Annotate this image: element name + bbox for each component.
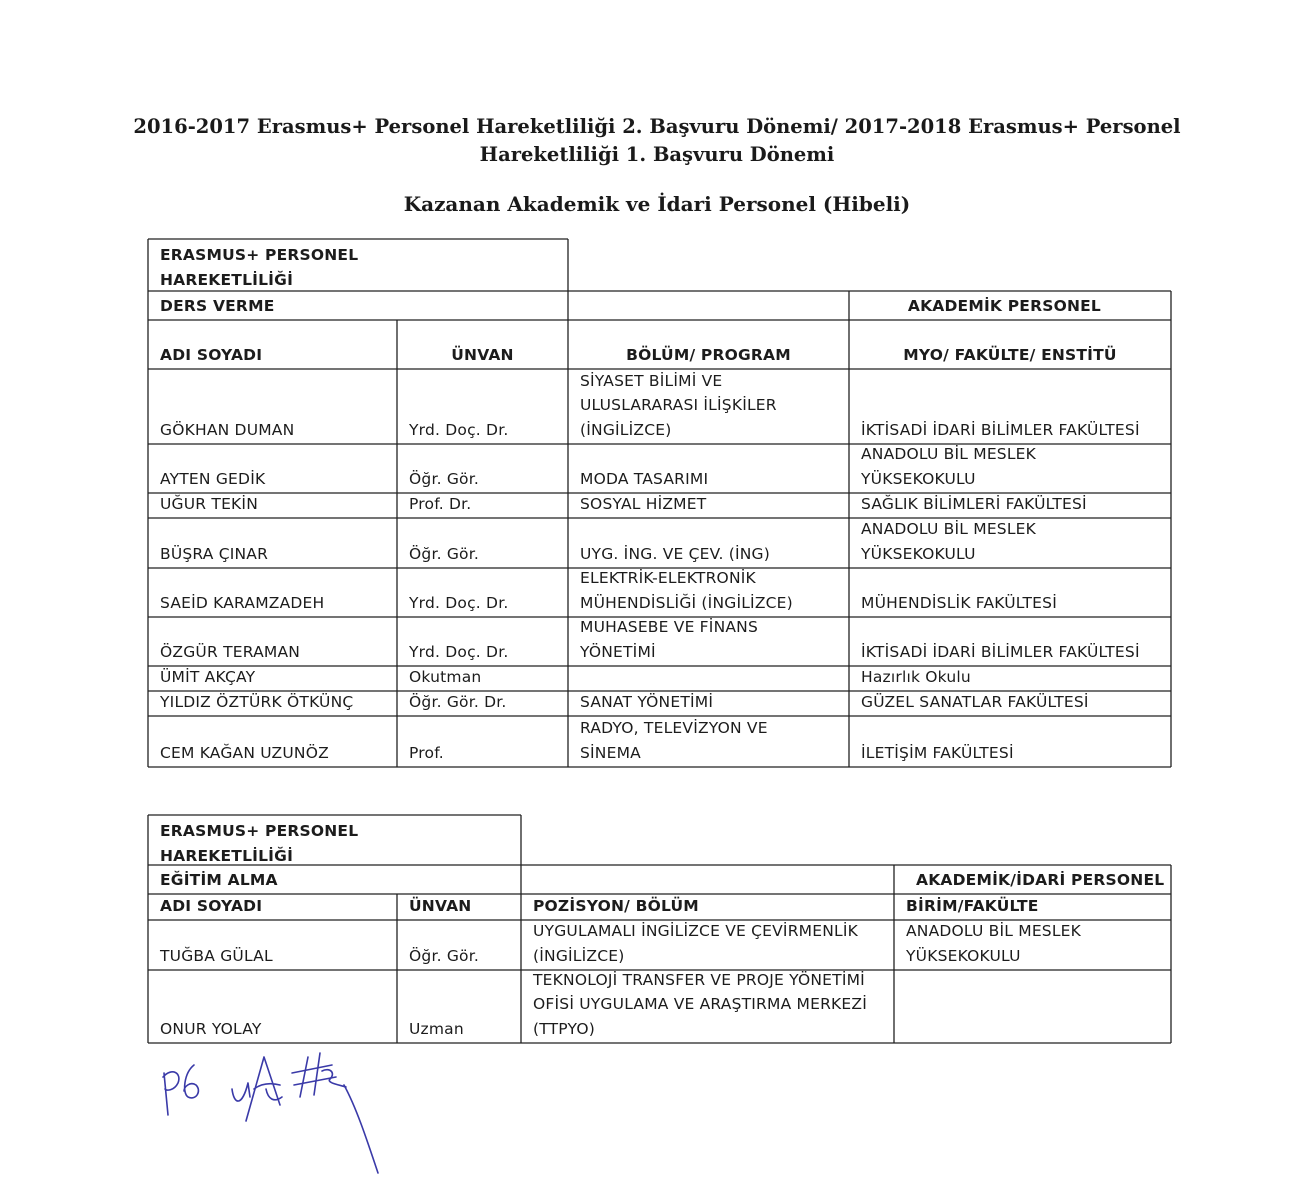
- table1-cell-name: ÜMİT AKÇAY: [160, 667, 256, 686]
- table1-cell-title: Yrd. Doç. Dr.: [409, 420, 509, 439]
- table1-cell-title: Öğr. Gör.: [409, 544, 480, 563]
- table1-cell-title: Öğr. Gör.: [409, 469, 480, 488]
- table2-col-unit: BİRİM/FAKÜLTE: [906, 896, 1039, 915]
- table1-cell-title: Prof.: [409, 743, 444, 762]
- table1-activity: DERS VERME: [160, 296, 275, 315]
- table1-cell-name: ÖZGÜR TERAMAN: [160, 642, 301, 661]
- table1-cell-department: [568, 666, 849, 691]
- table2-program-header: ERASMUS+ PERSONEL HAREKETLİLİĞİ: [160, 822, 359, 865]
- table1-cell-department: ELEKTRİK-ELEKTRONİK MÜHENDİSLİĞİ (İNGİLİZCE): [580, 569, 793, 612]
- table1-program-header: ERASMUS+ PERSONEL HAREKETLİLİĞİ: [160, 246, 359, 289]
- table2-cell-unit: [894, 970, 1171, 1043]
- table1-cell-faculty: İKTİSADİ İDARİ BİLİMLER FAKÜLTESİ: [861, 420, 1140, 439]
- table1-cell-name: GÖKHAN DUMAN: [160, 420, 295, 439]
- table1-cell-title: Yrd. Doç. Dr.: [409, 593, 509, 612]
- signature-ink: [163, 1053, 378, 1173]
- table1-col-name: ADI SOYADI: [160, 345, 263, 364]
- table1-cell-department: SOSYAL HİZMET: [580, 494, 707, 513]
- table1-cell-name: YILDIZ ÖZTÜRK ÖTKÜNÇ: [160, 692, 354, 711]
- table2-cell-title: Öğr. Gör.: [409, 946, 480, 965]
- table1-cell-faculty: ANADOLU BİL MESLEK YÜKSEKOKULU: [861, 445, 1037, 488]
- document-title-line2: Hareketliliği 1. Başvuru Dönemi: [479, 143, 835, 166]
- table1-cell-department: MODA TASARIMI: [580, 469, 709, 488]
- table1-staff-type: AKADEMİK PERSONEL: [907, 296, 1101, 315]
- table1-cell-name: CEM KAĞAN UZUNÖZ: [160, 743, 329, 762]
- table1-cell-department: MUHASEBE VE FİNANS YÖNETİMİ: [580, 618, 759, 661]
- table1-cell-faculty: Hazırlık Okulu: [861, 667, 971, 686]
- table2-activity: EĞİTİM ALMA: [160, 870, 278, 889]
- table1-cell-department: UYG. İNG. VE ÇEV. (İNG): [580, 544, 770, 563]
- table1-col-faculty: MYO/ FAKÜLTE/ ENSTİTÜ: [903, 345, 1117, 364]
- table1-cell-title: Okutman: [409, 667, 482, 686]
- table2-cell-name: TUĞBA GÜLAL: [160, 946, 273, 965]
- table2-cell-name: ONUR YOLAY: [160, 1019, 262, 1038]
- table1-cell-faculty: SAĞLIK BİLİMLERİ FAKÜLTESİ: [861, 494, 1087, 513]
- table1-cell-name: AYTEN GEDİK: [160, 469, 266, 488]
- document-title-line1: 2016-2017 Erasmus+ Personel Hareketliliği 2. Başvuru Dönemi/ 2017-2018 Erasmus+ Personel: [133, 115, 1181, 138]
- table2-cell-unit: ANADOLU BİL MESLEK YÜKSEKOKULU: [906, 922, 1082, 965]
- table1-cell-title: Prof. Dr.: [409, 494, 472, 513]
- table1-cell-name: UĞUR TEKİN: [160, 494, 258, 513]
- table1-cell-department: SANAT YÖNETİMİ: [580, 692, 714, 711]
- table1-cell-faculty: İLETİŞİM FAKÜLTESİ: [861, 743, 1014, 762]
- table1-cell-title: Yrd. Doç. Dr.: [409, 642, 509, 661]
- table2-col-position: POZİSYON/ BÖLÜM: [533, 896, 699, 915]
- table1-col-title: ÜNVAN: [451, 345, 514, 364]
- table1-cell-name: SAEİD KARAMZADEH: [160, 593, 325, 612]
- table1-cell-faculty: İKTİSADİ İDARİ BİLİMLER FAKÜLTESİ: [861, 642, 1140, 661]
- table2-staff-type: AKADEMİK/İDARİ PERSONEL: [916, 870, 1165, 889]
- table1-cell-department: RADYO, TELEVİZYON VE SİNEMA: [580, 719, 768, 762]
- table1-cell-faculty: MÜHENDİSLİK FAKÜLTESİ: [861, 593, 1057, 612]
- handwritten-signatures: [150, 1045, 390, 1180]
- table2-cell-title: Uzman: [409, 1019, 464, 1038]
- table1-cell-faculty: GÜZEL SANATLAR FAKÜLTESİ: [861, 692, 1089, 711]
- document-subtitle: Kazanan Akademik ve İdari Personel (Hibeli): [403, 192, 911, 216]
- table1-col-department: BÖLÜM/ PROGRAM: [626, 345, 791, 364]
- table2-cell-position: TEKNOLOJİ TRANSFER VE PROJE YÖNETİMİ OFİSİ UYGULAMA VE ARAŞTIRMA MERKEZİ (TTPYO): [533, 970, 867, 1038]
- table1-cell-name: BÜŞRA ÇINAR: [160, 544, 269, 563]
- table1-cell-title: Öğr. Gör. Dr.: [409, 692, 507, 711]
- table2-col-title: ÜNVAN: [409, 896, 472, 915]
- table2-col-name: ADI SOYADI: [160, 896, 263, 915]
- table1-cell-faculty: ANADOLU BİL MESLEK YÜKSEKOKULU: [861, 520, 1037, 563]
- table2-cell-position: UYGULAMALI İNGİLİZCE VE ÇEVİRMENLİK (İNGİLİZCE): [533, 922, 859, 965]
- table1-cell-department: SİYASET BİLİMİ VE ULUSLARARASI İLİŞKİLER (İNGİLİZCE): [580, 371, 777, 439]
